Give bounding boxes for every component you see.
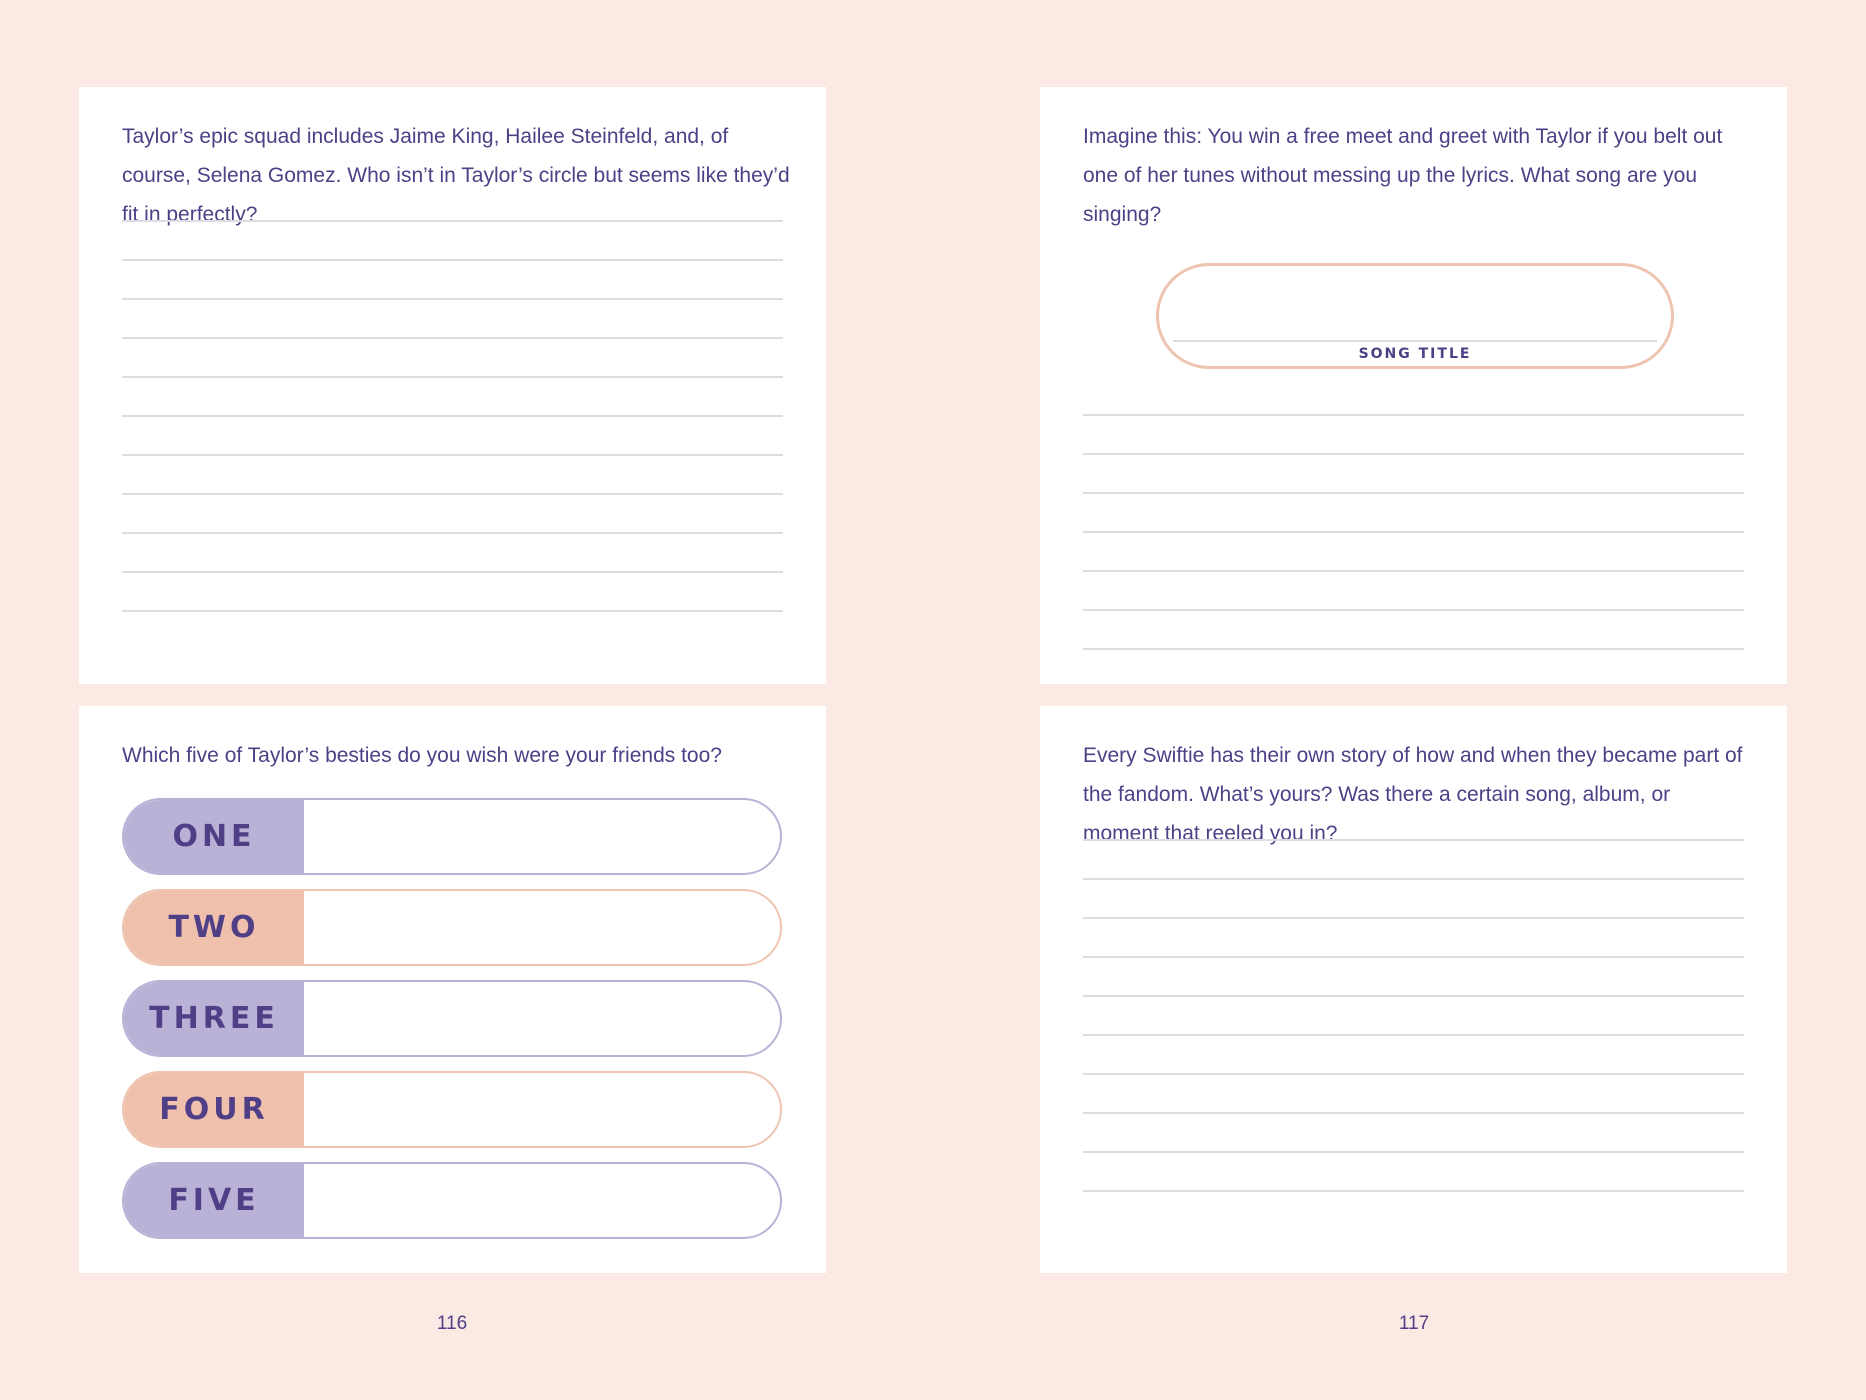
page-number-right: 117 <box>1398 1313 1430 1334</box>
writing-line <box>1083 841 1744 880</box>
bestie-field-two[interactable] <box>122 889 782 966</box>
writing-line <box>1083 572 1744 611</box>
besties-question-card <box>79 706 826 1273</box>
bestie-label-two: TWO <box>124 891 304 964</box>
bestie-field-four[interactable] <box>122 1071 782 1148</box>
besties-question-text: Which five of Taylor’s besties do you wish were your friends too? <box>122 744 722 767</box>
writing-line <box>1083 1075 1744 1114</box>
bestie-field-five[interactable] <box>122 1162 782 1239</box>
bestie-label-five: FIVE <box>124 1164 304 1237</box>
writing-line <box>1083 958 1744 997</box>
fandom-story-card <box>1040 706 1787 1273</box>
writing-line <box>1083 1036 1744 1075</box>
writing-line <box>1083 416 1744 455</box>
writing-line <box>1083 377 1744 416</box>
song-title-field[interactable] <box>1156 263 1674 369</box>
bestie-input-four[interactable] <box>304 1073 780 1146</box>
writing-line <box>1083 494 1744 533</box>
writing-line <box>122 222 783 261</box>
bestie-field-one[interactable] <box>122 798 782 875</box>
writing-line <box>1083 611 1744 650</box>
bestie-input-one[interactable] <box>304 800 780 873</box>
bestie-input-three[interactable] <box>304 982 780 1055</box>
writing-lines[interactable] <box>1083 839 1744 1192</box>
squad-question-text: Taylor’s epic squad includes Jaime King, Hailee Steinfeld, and, of course, Selena Gomez. Who isn’t in Taylor’s circle but seems like they’d fit in perfectly? <box>122 125 790 226</box>
writing-line <box>122 300 783 339</box>
writing-line <box>1083 997 1744 1036</box>
writing-line <box>122 495 783 534</box>
writing-line <box>1083 880 1744 919</box>
song-title-label: SONG TITLE <box>1358 346 1472 362</box>
writing-line <box>122 261 783 300</box>
writing-line <box>122 456 783 495</box>
bestie-label-four: FOUR <box>124 1073 304 1146</box>
bestie-input-five[interactable] <box>304 1164 780 1237</box>
writing-line <box>122 339 783 378</box>
song-question-text: Imagine this: You win a free meet and greet with Taylor if you belt out one of her tunes without messing up the lyrics. What song are you singing? <box>1083 125 1723 226</box>
bestie-label-one: ONE <box>124 800 304 873</box>
writing-line <box>1083 1153 1744 1192</box>
page-number-left: 116 <box>436 1313 468 1334</box>
writing-line <box>1083 919 1744 958</box>
writing-line <box>1083 533 1744 572</box>
writing-lines[interactable] <box>122 220 783 612</box>
writing-line <box>122 417 783 456</box>
bestie-field-three[interactable] <box>122 980 782 1057</box>
song-question-card <box>1040 87 1787 684</box>
writing-line <box>122 534 783 573</box>
fandom-story-text: Every Swiftie has their own story of how and when they became part of the fandom. What’s yours? Was there a certain song, album, or moment that reeled you in? <box>1083 744 1743 845</box>
writing-line <box>122 378 783 417</box>
writing-line <box>122 573 783 612</box>
song-title-line <box>1173 340 1657 342</box>
squad-question-card <box>79 87 826 684</box>
writing-line <box>1083 455 1744 494</box>
bestie-input-two[interactable] <box>304 891 780 964</box>
besties-list <box>122 798 782 1253</box>
writing-lines[interactable] <box>1083 377 1744 650</box>
writing-line <box>1083 1114 1744 1153</box>
bestie-label-three: THREE <box>124 982 304 1055</box>
